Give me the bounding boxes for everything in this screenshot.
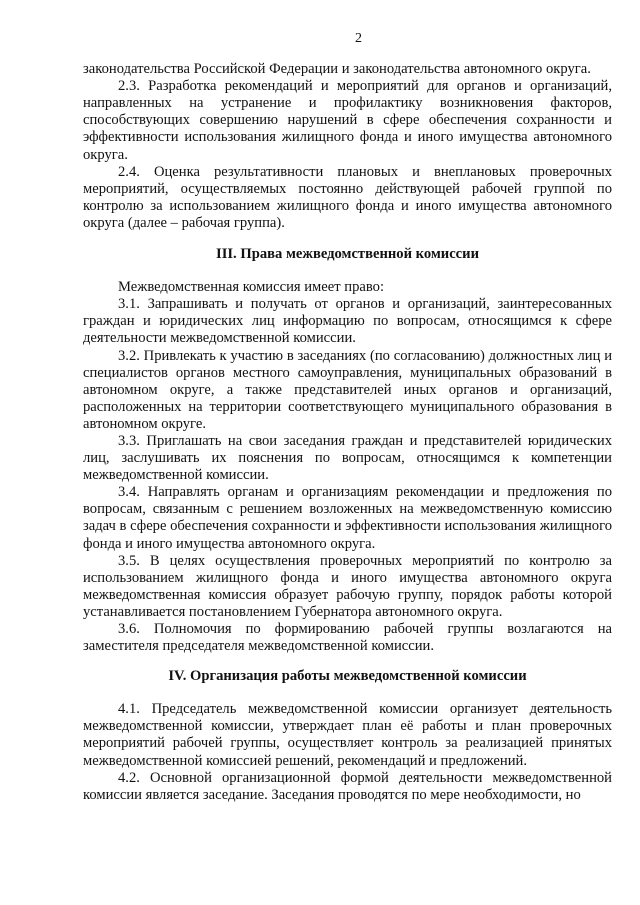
paragraph-4-2: 4.2. Основной организационной формой деятельности межведомственной комиссии является заседание. Заседания проводятся по мере необходимости, но xyxy=(83,769,612,803)
section-heading-3: III. Права межведомственной комиссии xyxy=(216,246,479,263)
document-page xyxy=(83,30,612,804)
paragraph-3-5: 3.5. В целях осуществления проверочных мероприятий по контролю за использованием жилищного фонда и иного имущества автономного округа межведомственная комиссия образует рабочую группу, порядок работы которой устанавливается постановлением Губернатора автономного округа. xyxy=(83,552,612,620)
paragraph-2-4: 2.4. Оценка результативности плановых и внеплановых проверочных мероприятий, осуществляемых постоянно действующей рабочей группой по контролю за использованием жилищного фонда и иного имущества автономного округа (далее – рабочая группа). xyxy=(83,163,612,231)
paragraph-3-4: 3.4. Направлять органам и организациям рекомендации и предложения по вопросам, связанным с решением возложенных на межведомственную комиссию задач в сфере обеспечения сохранности и эффективности использования жилищного фонда и иного имущества автономного округа. xyxy=(83,484,612,552)
paragraph-3-6: 3.6. Полномочия по формированию рабочей группы возлагаются на заместителя председателя межведомственной комиссии. xyxy=(83,621,612,655)
section-heading-4: IV. Организация работы межведомственной комиссии xyxy=(168,668,527,685)
page-number: 2 xyxy=(355,31,362,46)
paragraph-3-1: 3.1. Запрашивать и получать от органов и организаций, заинтересованных граждан и юридических лиц информацию по вопросам, относящимся к сфере деятельности межведомственной комиссии. xyxy=(83,296,612,347)
paragraph-4-1: 4.1. Председатель межведомственной комиссии организует деятельность межведомственной комиссии, утверждает план её работы и план проверочных мероприятий рабочей группы, осуществляет контроль за реализацией принятых межведомственной комиссией решений, рекомендаций и предложений. xyxy=(83,701,612,769)
paragraph-3-3: 3.3. Приглашать на свои заседания граждан и представителей юридических лиц, заслушивать их пояснения по вопросам, относящимся к компетенции межведомственной комиссии. xyxy=(83,432,612,484)
paragraph-3-2: 3.2. Привлекать к участию в заседаниях (по согласованию) должностных лиц и специалистов органов местного самоуправления, муниципальных образований в автономном округе, а также представителей иных органов и организаций, расположенных на территории соответствующего муниципального образования в автономном округе. xyxy=(83,347,612,432)
paragraph-2-3: 2.3. Разработка рекомендаций и мероприятий для органов и организаций, направленных на устранение и профилактику возникновения факторов, способствующих совершению нарушений в сфере обеспечения сохранности и эффективности использования жилищного фонда и иного имущества автономного округа. xyxy=(83,78,612,163)
section-3-lead: Межведомственная комиссия имеет право: xyxy=(118,279,385,296)
paragraph-continuation: законодательства Российской Федерации и законодательства автономного округа. xyxy=(83,61,591,78)
